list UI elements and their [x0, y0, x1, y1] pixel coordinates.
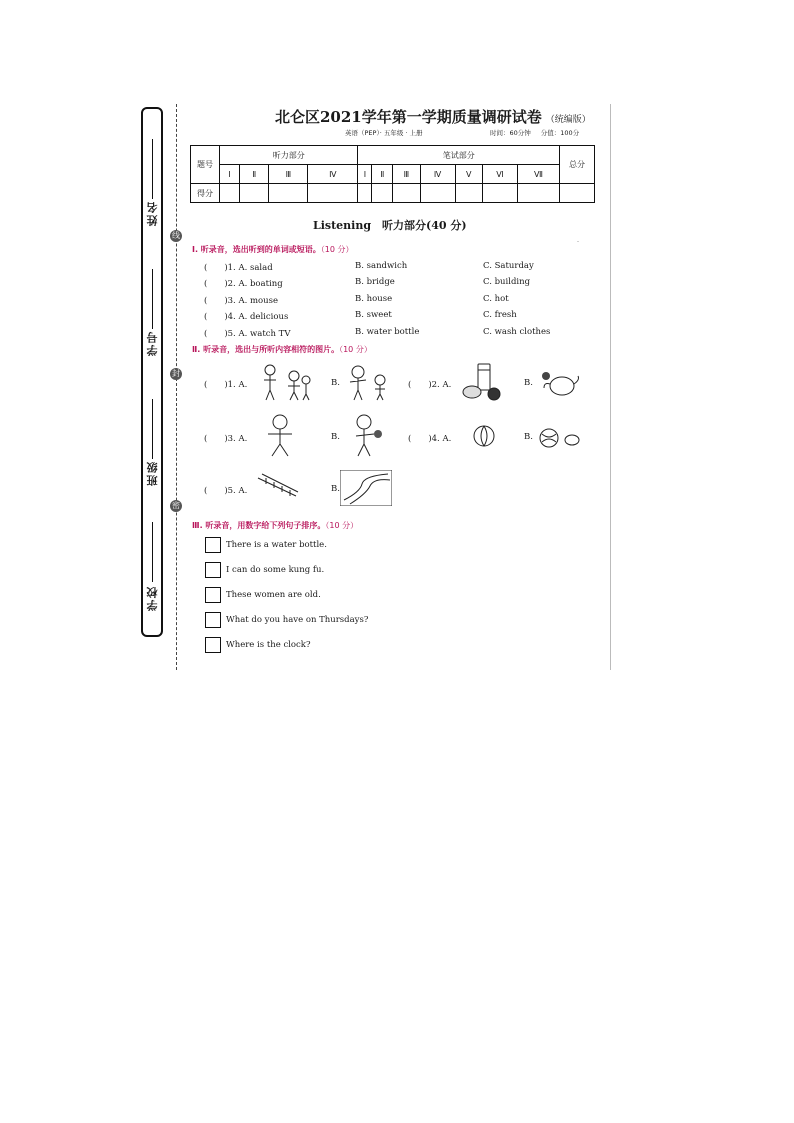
q3-sentence-2: I can do some kung fu. — [226, 565, 325, 575]
class-field — [146, 460, 160, 486]
cut-line — [176, 104, 177, 670]
q1-item-2-c[interactable]: C. building — [483, 277, 531, 287]
q1-item-1-a[interactable]: ( )1. A. salad — [204, 263, 273, 273]
q2-item-2-b-label[interactable]: B. — [524, 378, 533, 388]
q2-points: （10 分） — [339, 345, 372, 354]
girl-with-ball-picture[interactable] — [350, 412, 384, 458]
q2-item-1-b-label[interactable]: B. — [331, 378, 340, 388]
score-cell-total[interactable] — [560, 184, 595, 203]
q2-item-5-b-label[interactable]: B. — [331, 484, 340, 494]
student-id-line — [152, 269, 153, 329]
q1-item-3-b[interactable]: B. house — [355, 294, 393, 304]
written-header: 笔试部分 — [358, 146, 560, 165]
score-cell[interactable] — [239, 184, 268, 203]
ball-and-turtle-picture[interactable] — [538, 426, 582, 450]
listening-header: 听力部分 — [220, 146, 358, 165]
order-box-2[interactable] — [205, 562, 221, 578]
name-label: 姓名 — [146, 200, 159, 226]
q1-item-1-b[interactable]: B. sandwich — [355, 261, 408, 271]
q2-item-4-a-label[interactable]: ( )4. A. — [408, 434, 452, 444]
order-box-5[interactable] — [205, 637, 221, 653]
written-col: Ⅳ — [420, 165, 455, 184]
teapot-picture[interactable] — [538, 368, 580, 398]
q1-item-2-a[interactable]: ( )2. A. boating — [204, 279, 283, 289]
score-total-text: 分值：100分 — [540, 129, 580, 137]
q1-points: （10 分） — [320, 245, 354, 254]
student-id-field — [146, 330, 160, 356]
listening-col: Ⅳ — [308, 165, 358, 184]
score-cell[interactable] — [220, 184, 240, 203]
row-label-score: 得分 — [191, 184, 220, 203]
edition-text: （统编版） — [545, 115, 591, 125]
q1-item-4-b[interactable]: B. sweet — [355, 310, 392, 320]
score-cell[interactable] — [518, 184, 560, 203]
q1-item-4-c[interactable]: C. fresh — [483, 310, 517, 320]
juice-and-fruit-picture[interactable] — [460, 362, 506, 402]
q3-heading-text: Ⅲ. 听录音，用数字给下列句子排序。 — [192, 521, 326, 530]
score-cell[interactable] — [455, 184, 482, 203]
q2-item-3-b-label[interactable]: B. — [331, 432, 340, 442]
class-label: 班级 — [146, 460, 159, 486]
q2-item-2-a-label[interactable]: ( )2. A. — [408, 380, 452, 390]
title-text: 北仑区2021学年第一学期质量调研试卷 — [275, 108, 542, 126]
q3-sentence-4: What do you have on Thursdays? — [226, 615, 369, 625]
student-id-label: 学号 — [146, 330, 159, 356]
written-col: Ⅰ — [358, 165, 372, 184]
exam-subtitle: 英语（PEP）· 五年级 · 上册 — [345, 129, 423, 137]
score-table — [190, 145, 595, 203]
order-box-4[interactable] — [205, 612, 221, 628]
listening-col: Ⅱ — [239, 165, 268, 184]
score-cell[interactable] — [482, 184, 517, 203]
bridge-picture[interactable] — [256, 470, 300, 504]
listening-col: Ⅲ — [269, 165, 308, 184]
q1-item-5-c[interactable]: C. wash clothes — [483, 327, 551, 337]
q1-item-1-c[interactable]: C. Saturday — [483, 261, 534, 271]
exam-time-info — [490, 128, 589, 137]
q2-item-3-a-label[interactable]: ( )3. A. — [204, 434, 248, 444]
watermelon-picture[interactable] — [472, 424, 496, 448]
q3-sentence-1: There is a water bottle. — [226, 540, 327, 550]
written-col: Ⅵ — [482, 165, 517, 184]
listening-col: Ⅰ — [220, 165, 240, 184]
order-box-1[interactable] — [205, 537, 221, 553]
q1-item-3-a[interactable]: ( )3. A. mouse — [204, 296, 279, 306]
page-edge-rule — [610, 104, 611, 670]
order-box-3[interactable] — [205, 587, 221, 603]
kids-playing-picture[interactable] — [342, 362, 392, 402]
river-picture[interactable] — [340, 470, 392, 506]
stray-mark: - — [577, 238, 580, 245]
q1-item-2-b[interactable]: B. bridge — [355, 277, 395, 287]
written-col: Ⅴ — [455, 165, 482, 184]
total-header: 总分 — [560, 146, 595, 184]
score-cell[interactable] — [358, 184, 372, 203]
q2-item-5-a-label[interactable]: ( )5. A. — [204, 486, 248, 496]
score-cell[interactable] — [308, 184, 358, 203]
q3-sentence-5: Where is the clock? — [226, 640, 311, 650]
q2-item-1-a-label[interactable]: ( )1. A. — [204, 380, 248, 390]
boy-kung-fu-picture[interactable] — [264, 412, 296, 458]
section-title: Listening 听力部分(40 分) — [313, 219, 467, 232]
q2-heading — [192, 344, 372, 355]
row-label-number: 题号 — [191, 146, 220, 184]
cut-mark-secret: 密 — [172, 501, 180, 510]
q1-heading-text: Ⅰ. 听录音，选出听到的单词或短语。 — [192, 245, 321, 254]
time-text: 时间：60分钟 — [490, 129, 531, 137]
written-col: Ⅶ — [518, 165, 560, 184]
written-col: Ⅲ — [393, 165, 420, 184]
score-cell[interactable] — [269, 184, 308, 203]
q1-item-3-c[interactable]: C. hot — [483, 294, 509, 304]
score-cell[interactable] — [372, 184, 393, 203]
q1-item-5-b[interactable]: B. water bottle — [355, 327, 420, 337]
cut-mark-line: 线 — [172, 231, 180, 240]
written-col: Ⅱ — [372, 165, 393, 184]
q2-heading-text: Ⅱ. 听录音，选出与所听内容相符的图片。 — [192, 345, 340, 354]
q3-sentence-3: These women are old. — [226, 590, 321, 600]
school-line — [152, 522, 153, 582]
score-cell[interactable] — [393, 184, 420, 203]
q1-item-4-a[interactable]: ( )4. A. delicious — [204, 312, 289, 322]
cut-mark-seal: 封 — [172, 369, 180, 378]
q2-item-4-b-label[interactable]: B. — [524, 432, 533, 442]
school-field — [146, 585, 160, 611]
school-label: 学校 — [146, 585, 159, 611]
exam-title — [275, 106, 591, 127]
name-line — [152, 139, 153, 199]
q3-heading — [192, 520, 358, 531]
q1-heading — [192, 244, 354, 255]
kids-talking-picture[interactable] — [258, 362, 314, 402]
class-line — [152, 399, 153, 459]
score-cell[interactable] — [420, 184, 455, 203]
q3-points: （10 分） — [325, 521, 359, 530]
q1-item-5-a[interactable]: ( )5. A. watch TV — [204, 329, 291, 339]
name-field — [146, 200, 160, 226]
